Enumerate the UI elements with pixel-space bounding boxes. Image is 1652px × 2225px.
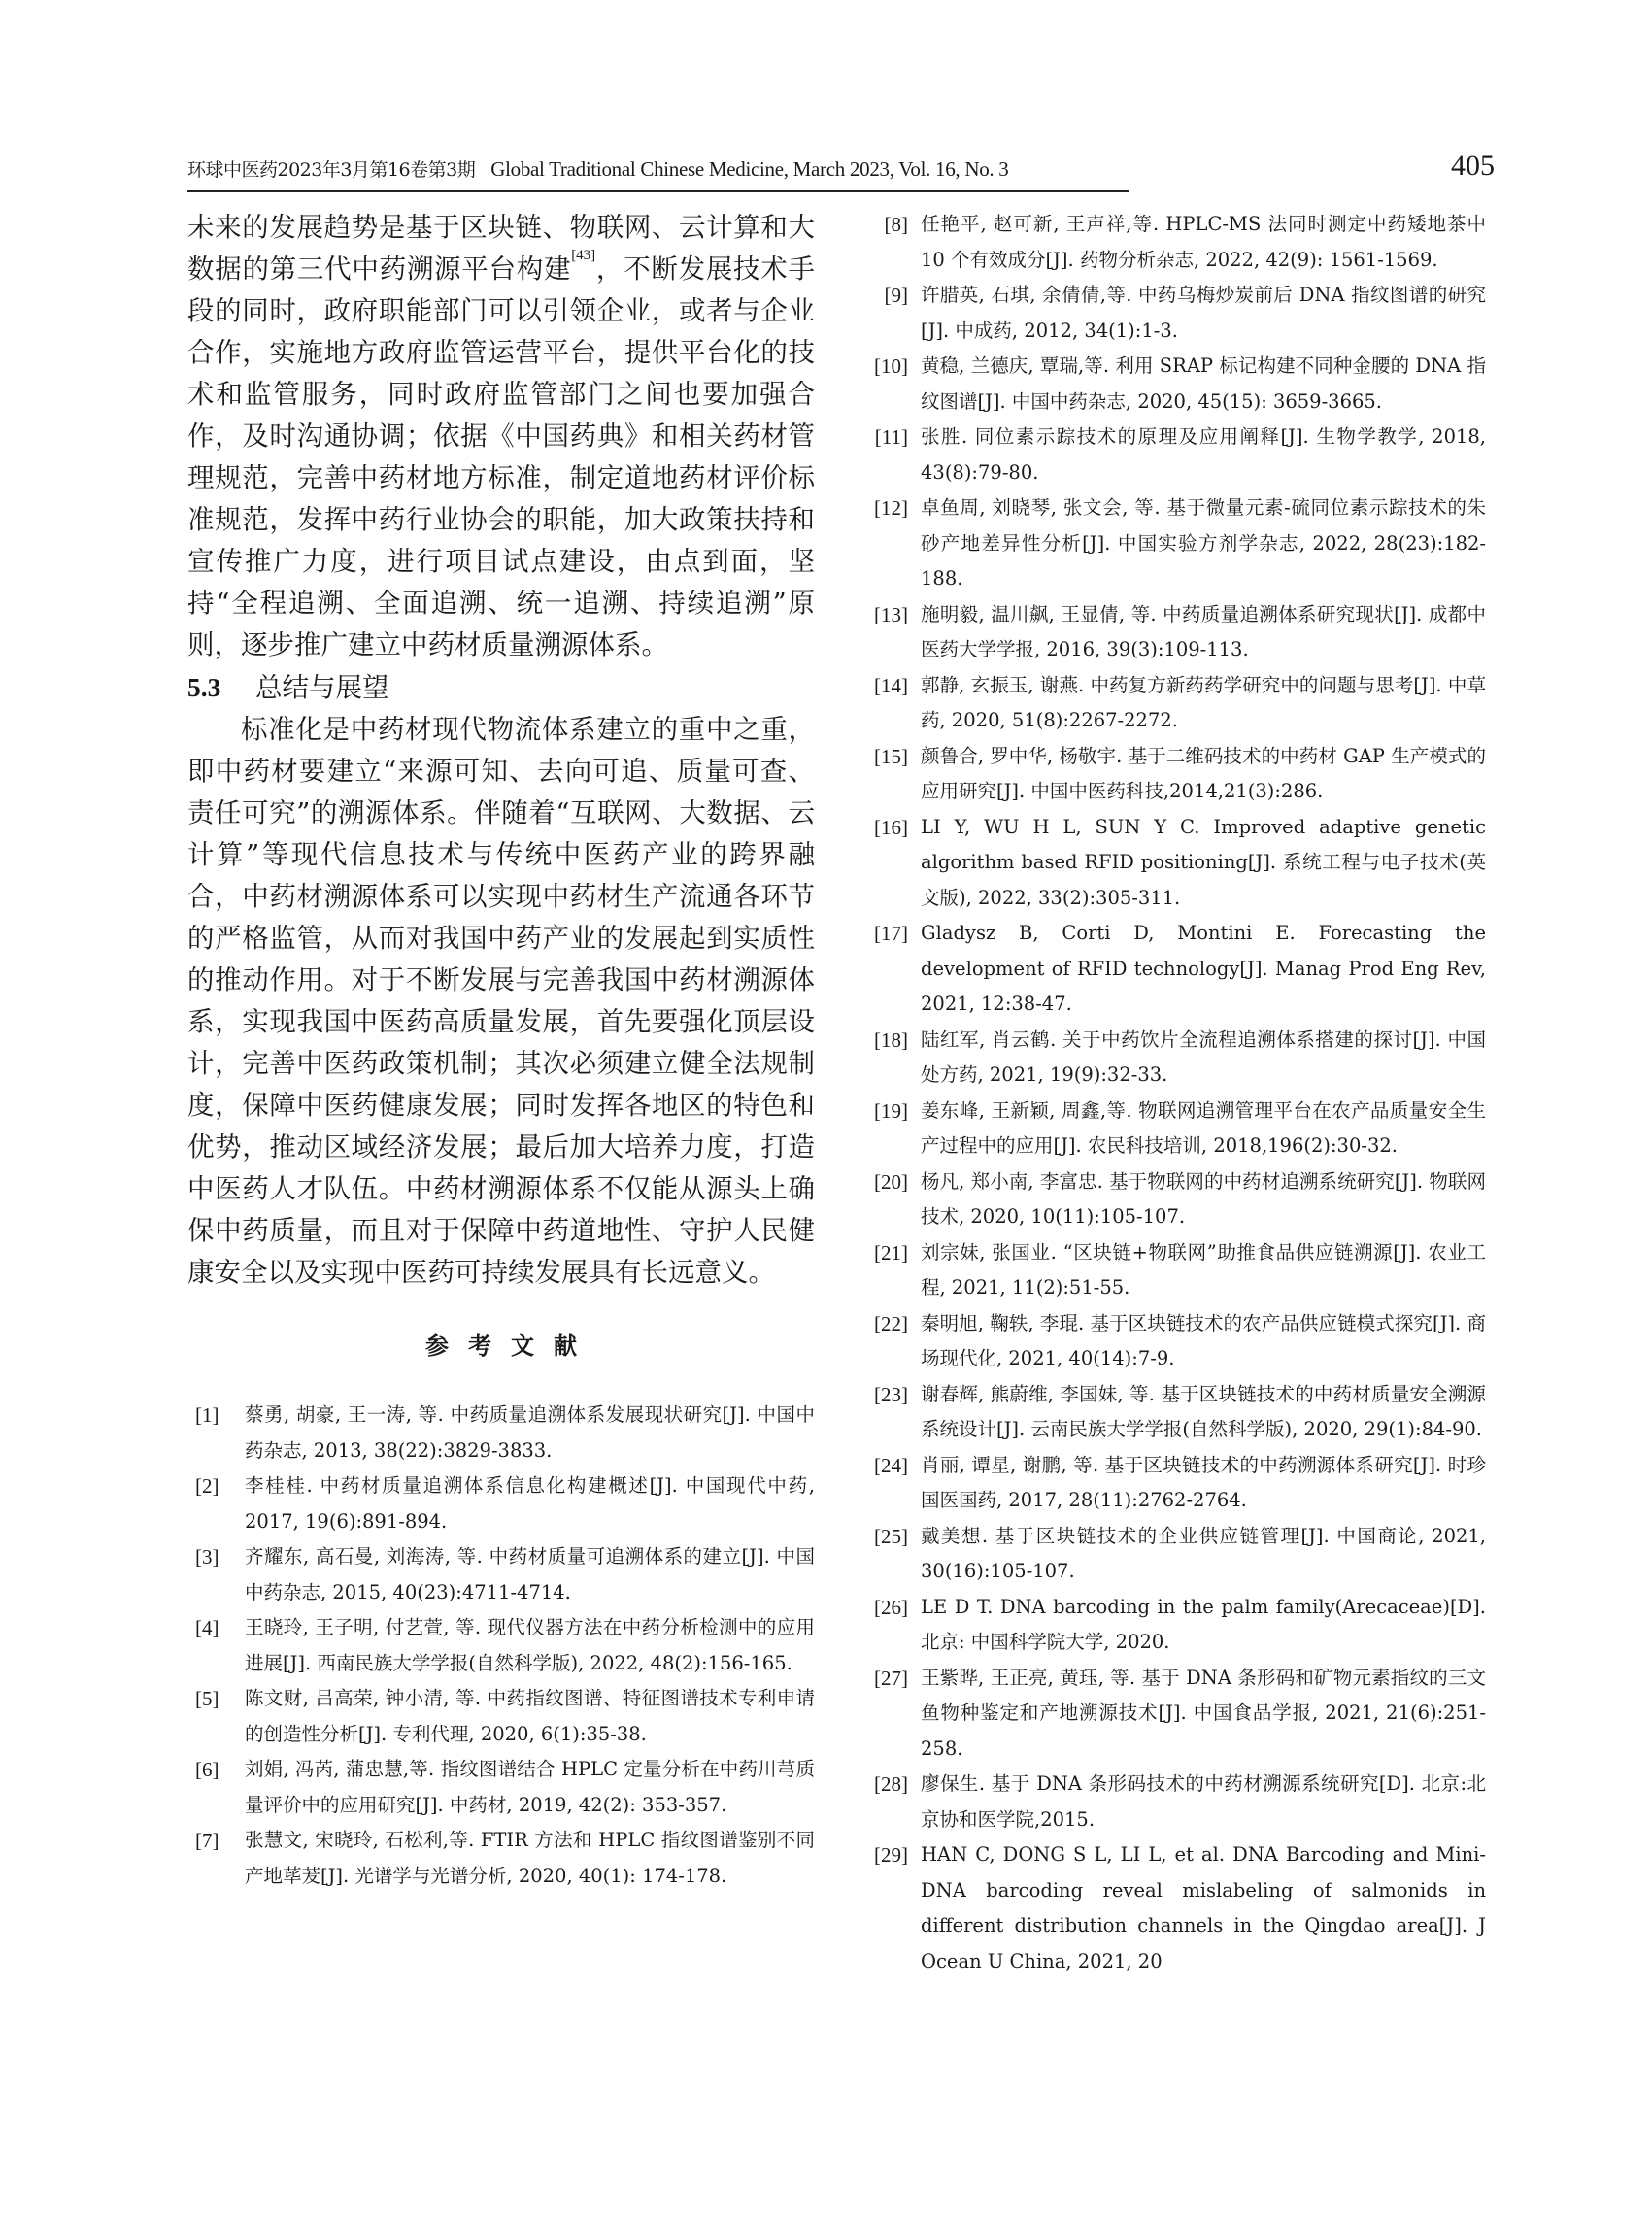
reference-text: 姜东峰, 王新颖, 周鑫,等. 物联网追溯管理平台在农产品质量安全生产过程中的应用[J]. 农民科技培训, 2018,196(2):30-32.: [921, 1098, 1486, 1157]
reference-item: [860, 1767, 1486, 1837]
reference-item: [860, 597, 1486, 668]
reference-item: [860, 1448, 1486, 1519]
reference-number: [3]: [195, 1545, 219, 1568]
reference-text: HAN C, DONG S L, LI L, et al. DNA Barcoding and Mini-DNA barcoding reveal mislabeling of salmonids in different distribution channels in the Qingdao area[J]. J Ocean U China, 2021, 20: [921, 1843, 1486, 1972]
reference-number: [15]: [874, 744, 908, 768]
running-header: [187, 155, 1129, 192]
journal-title-cn: 环球中医药2023年3月第16卷第3期: [187, 159, 476, 181]
left-column: [187, 207, 815, 1894]
reference-item: [187, 1398, 815, 1468]
reference-number: [12]: [874, 496, 908, 520]
reference-text: 许腊英, 石琪, 余倩倩,等. 中药乌梅炒炭前后 DNA 指纹图谱的研究[J]. 中成药, 2012, 34(1):1-3.: [921, 284, 1486, 342]
reference-number: [5]: [195, 1687, 219, 1710]
reference-text: 王紫晔, 王正亮, 黄珏, 等. 基于 DNA 条形码和矿物元素指纹的三文鱼物种鉴定和产地溯源技术[J]. 中国食品学报, 2021, 21(6):251-258.: [921, 1666, 1486, 1760]
reference-text: 施明毅, 温川飙, 王显倩, 等. 中药质量追溯体系研究现状[J]. 成都中医药大学学报, 2016, 39(3):109-113.: [921, 602, 1486, 660]
body-paragraph-1: [187, 207, 815, 666]
reference-text: 卓鱼周, 刘晓琴, 张文会, 等. 基于微量元素-硫同位素示踪技术的朱砂产地差异性分析[J]. 中国实验方剂学杂志, 2022, 28(23):182-188.: [921, 496, 1486, 590]
reference-number: [9]: [884, 284, 908, 307]
section-number: 5.3: [187, 672, 221, 702]
reference-number: [26]: [874, 1595, 908, 1619]
reference-item: [860, 207, 1486, 278]
reference-text: 蔡勇, 胡豪, 王一涛, 等. 中药质量追溯体系发展现状研究[J]. 中国中药杂志, 2013, 38(22):3829-3833.: [245, 1403, 815, 1462]
reference-number: [19]: [874, 1098, 908, 1123]
reference-text: 张胜. 同位素示踪技术的原理及应用阐释[J]. 生物学教学, 2018, 43(8):79-80.: [921, 425, 1486, 484]
reference-item: [187, 1539, 815, 1610]
reference-item: [187, 1468, 815, 1539]
reference-text: 刘娟, 冯芮, 蒲忠慧,等. 指纹图谱结合 HPLC 定量分析在中药川芎质量评价中的应用研究[J]. 中药材, 2019, 42(2): 353-357.: [245, 1758, 815, 1816]
reference-text: 陈文财, 吕高荣, 钟小清, 等. 中药指纹图谱、特征图谱技术专利申请的创造性分析[J]. 专利代理, 2020, 6(1):35-38.: [245, 1687, 815, 1745]
reference-number: [17]: [874, 922, 908, 945]
reference-item: [860, 1837, 1486, 1979]
reference-list-left: [187, 1398, 815, 1894]
reference-item: [860, 810, 1486, 917]
reference-number: [20]: [874, 1169, 908, 1194]
section-title: 总结与展望: [255, 672, 389, 703]
reference-number: [14]: [874, 673, 908, 697]
reference-list-right: [860, 207, 1486, 1979]
reference-text: 颜鲁合, 罗中华, 杨敬宇. 基于二维码技术的中药材 GAP 生产模式的应用研究[J]. 中国中医药科技,2014,21(3):286.: [921, 744, 1486, 802]
references-heading: 参考文献: [425, 1332, 596, 1360]
reference-text: 齐耀东, 高石曼, 刘海涛, 等. 中药材质量可追溯体系的建立[J]. 中国中药杂志, 2015, 40(23):4711-4714.: [245, 1545, 815, 1603]
reference-item: [860, 1023, 1486, 1094]
reference-text: 王晓玲, 王子明, 付艺萱, 等. 现代仪器方法在中药分析检测中的应用进展[J]. 西南民族大学学报(自然科学版), 2022, 48(2):156-165.: [245, 1616, 815, 1674]
reference-number: [7]: [195, 1829, 219, 1852]
reference-text: 肖丽, 谭星, 谢鹏, 等. 基于区块链技术的中药溯源体系研究[J]. 时珍国医国药, 2017, 28(11):2762-2764.: [921, 1453, 1486, 1511]
paragraph-text: ，不断发展技术手段的同时，政府职能部门可以引领企业，或者与企业合作，实施地方政府监管运营平台，提供平台化的技术和监管服务，同时政府监管部门之间也要加强合作，及时沟通协调；依据《中国药典》和相关药材管理规范，完善中药材地方标准，制定道地药材评价标准规范，发挥中药行业协会的职能，加大政策扶持和宣传推广力度，进行项目试点建设，由点到面，坚持“全程追溯、全面追溯、统一追溯、持续追溯”原则，逐步推广建立中药材质量溯源体系。: [187, 253, 816, 660]
reference-item: [187, 1823, 815, 1894]
reference-text: 谢春辉, 熊蔚维, 李国妹, 等. 基于区块链技术的中药材质量安全溯源系统设计[J]. 云南民族大学学报(自然科学版), 2020, 29(1):84-90.: [921, 1382, 1486, 1440]
reference-item: [860, 420, 1486, 490]
citation-link[interactable]: [43]: [571, 248, 596, 263]
reference-item: [860, 916, 1486, 1023]
reference-number: [16]: [874, 815, 908, 839]
reference-number: [11]: [874, 425, 908, 449]
reference-item: [860, 1519, 1486, 1590]
reference-text: 张慧文, 宋晓玲, 石松利,等. FTIR 方法和 HPLC 指纹图谱鉴别不同产地荜茇[J]. 光谱学与光谱分析, 2020, 40(1): 174-178.: [245, 1829, 815, 1887]
reference-text: Gladysz B, Corti D, Montini E. Forecasting the development of RFID technology[J]. Manag Prod Eng Rev, 2021, 12:38-47.: [921, 922, 1486, 1015]
reference-text: 廖保生. 基于 DNA 条形码技术的中药材溯源系统研究[D]. 北京:北京协和医学院,2015.: [921, 1772, 1486, 1831]
reference-text: 杨凡, 郑小南, 李富忠. 基于物联网的中药材追溯系统研究[J]. 物联网技术, 2020, 10(11):105-107.: [921, 1169, 1486, 1228]
reference-number: [4]: [195, 1616, 219, 1639]
reference-number: [2]: [195, 1474, 219, 1498]
reference-number: [8]: [884, 213, 908, 236]
reference-item: [860, 349, 1486, 420]
reference-number: [18]: [874, 1028, 908, 1052]
reference-number: [24]: [874, 1453, 908, 1477]
reference-number: [23]: [874, 1382, 908, 1406]
reference-item: [860, 1661, 1486, 1768]
reference-text: LE D T. DNA barcoding in the palm family(Arecaceae)[D]. 北京: 中国科学院大学, 2020.: [921, 1595, 1486, 1653]
section-heading: [187, 666, 815, 709]
reference-number: [10]: [874, 354, 908, 378]
reference-text: 戴美想. 基于区块链技术的企业供应链管理[J]. 中国商论, 2021, 30(16):105-107.: [921, 1524, 1486, 1582]
reference-item: [187, 1681, 815, 1752]
reference-item: [187, 1752, 815, 1823]
reference-item: [860, 1306, 1486, 1377]
reference-item: [860, 1164, 1486, 1235]
reference-item: [860, 1094, 1486, 1164]
reference-item: [187, 1610, 815, 1681]
reference-number: [6]: [195, 1758, 219, 1781]
reference-text: 刘宗妹, 张国业. “区块链+物联网”助推食品供应链溯源[J]. 农业工程, 2021, 11(2):51-55.: [921, 1240, 1486, 1298]
reference-number: [13]: [874, 602, 908, 626]
reference-item: [860, 739, 1486, 810]
reference-number: [21]: [874, 1240, 908, 1264]
reference-item: [860, 1235, 1486, 1306]
page-number: 405: [1451, 150, 1495, 182]
paragraph-text: 标准化是中药材现代物流体系建立的重中之重，即中药材要建立“来源可知、去向可追、质量可查、责任可究”的溯源体系。伴随着“互联网、大数据、云计算”等现代信息技术与传统中医药产业的跨界融合，中药材溯源体系可以实现中药材生产流通各环节的严格监管，从而对我国中药产业的发展起到实质性的推动作用。对于不断发展与完善我国中药材溯源体系，实现我国中医药高质量发展，首先要强化顶层设计，完善中医药政策机制；其次必须建立健全法规制度，保障中医药健康发展；同时发挥各地区的特色和优势，推动区域经济发展；最后加大培养力度，打造中医药人才队伍。中药材溯源体系不仅能从源头上确保中药质量，而且对于保障中药道地性、守护人民健康安全以及实现中医药可持续发展具有长远意义。: [187, 714, 815, 1288]
reference-text: 黄稳, 兰德庆, 覃瑞,等. 利用 SRAP 标记构建不同种金腰的 DNA 指纹图谱[J]. 中国中药杂志, 2020, 45(15): 3659-3665.: [921, 354, 1486, 413]
reference-item: [860, 1590, 1486, 1661]
reference-text: 秦明旭, 鞠轶, 李琨. 基于区块链技术的农产品供应链模式探究[J]. 商场现代化, 2021, 40(14):7-9.: [921, 1311, 1486, 1369]
reference-text: LI Y, WU H L, SUN Y C. Improved adaptive genetic algorithm based RFID positioning[J]. 系统工程与电子技术(英文版), 2022, 33(2):305-311.: [921, 815, 1486, 909]
reference-number: [22]: [874, 1311, 908, 1335]
paragraph-text: 未来的发展趋势是基于区块链、物联网、云计算和大数据的第三代中药溯源平台构建: [187, 212, 815, 285]
right-column: [860, 207, 1486, 1979]
reference-item: [860, 1377, 1486, 1448]
reference-number: [29]: [874, 1843, 908, 1867]
reference-text: 任艳平, 赵可新, 王声祥,等. HPLC-MS 法同时测定中药矮地茶中 10 个有效成分[J]. 药物分析杂志, 2022, 42(9): 1561-1569.: [921, 213, 1486, 271]
reference-text: 郭静, 玄振玉, 谢燕. 中药复方新药药学研究中的问题与思考[J]. 中草药, 2020, 51(8):2267-2272.: [921, 673, 1486, 731]
reference-item: [860, 490, 1486, 597]
reference-number: [1]: [195, 1403, 219, 1427]
reference-item: [860, 278, 1486, 349]
reference-number: [28]: [874, 1772, 908, 1796]
journal-title-en: Global Traditional Chinese Medicine, March 2023, Vol. 16, No. 3: [490, 157, 1009, 181]
reference-item: [860, 668, 1486, 739]
reference-number: [25]: [874, 1524, 908, 1548]
reference-text: 陆红军, 肖云鹤. 关于中药饮片全流程追溯体系搭建的探讨[J]. 中国处方药, 2021, 19(9):32-33.: [921, 1028, 1486, 1086]
reference-text: 李桂桂. 中药材质量追溯体系信息化构建概述[J]. 中国现代中药, 2017, 19(6):891-894.: [245, 1474, 815, 1533]
reference-number: [27]: [874, 1666, 908, 1690]
body-paragraph-2: [187, 709, 815, 1294]
